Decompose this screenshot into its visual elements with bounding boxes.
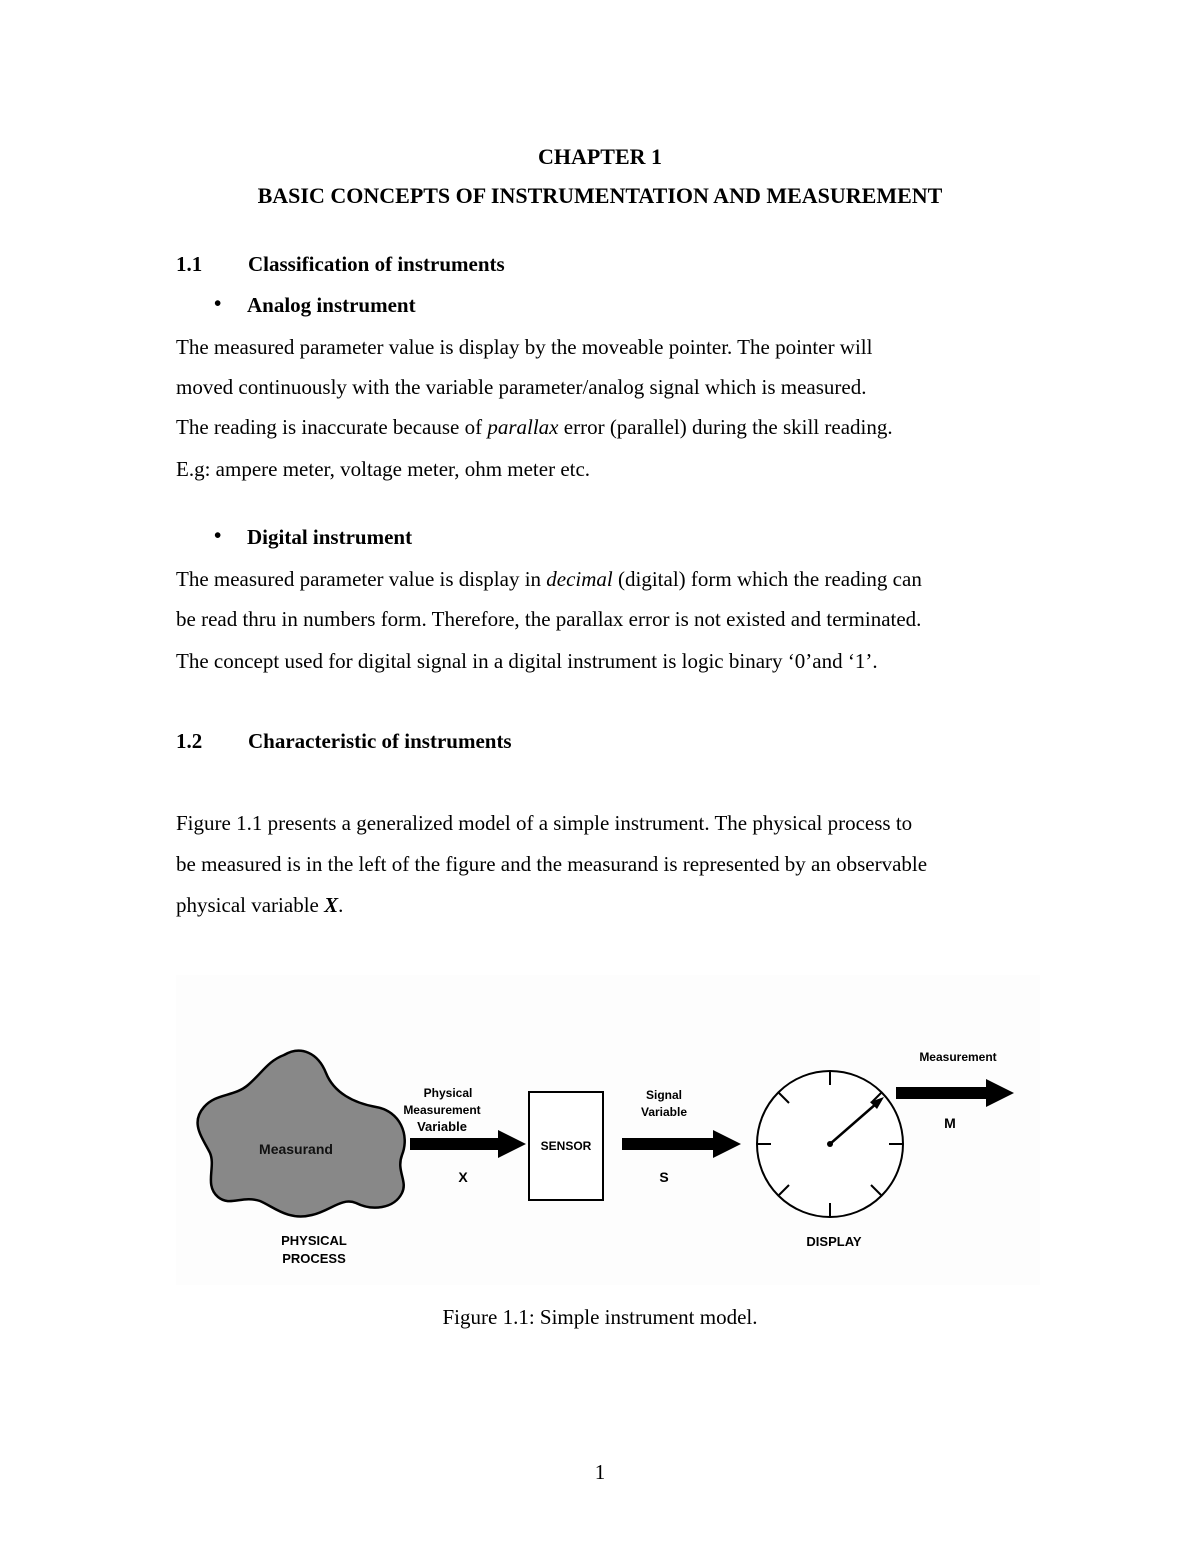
text-run: error (parallel) during the skill reading. <box>558 415 893 439</box>
bullet-analog <box>214 293 614 319</box>
chapter-label: CHAPTER 1 <box>537 144 663 169</box>
text-run: (digital) form which the reading can <box>612 567 922 591</box>
m-label: M <box>944 1115 956 1131</box>
analog-line-4: E.g: ampere meter, voltage meter, ohm meter etc. <box>176 457 591 481</box>
measurand-label: Measurand <box>259 1141 333 1157</box>
page-number: 1 <box>594 1460 606 1484</box>
measurement-label: Measurement <box>919 1050 997 1064</box>
para-line-1: Figure 1.1 presents a generalized model of a simple instrument. The physical process to <box>176 811 913 835</box>
text-run: physical variable <box>176 893 325 917</box>
s-label: S <box>659 1169 669 1185</box>
bullet-icon: • <box>214 291 222 315</box>
signal-variable-label: Signal <box>645 1088 683 1102</box>
para-line-3 <box>176 893 343 918</box>
analog-line-3 <box>176 415 893 440</box>
figure-caption: Figure 1.1: Simple instrument model. <box>442 1305 758 1329</box>
text-run: . <box>338 893 344 917</box>
figure-instrument-model <box>176 975 1040 1285</box>
digital-line-1 <box>176 567 922 592</box>
variable-x: X <box>324 893 339 917</box>
section-title: Characteristic of instruments <box>248 729 512 753</box>
physical-process-label: PROCESS <box>282 1251 346 1266</box>
analog-line-2: moved continuously with the variable parameter/analog signal which is measured. <box>176 375 867 399</box>
chapter-title: BASIC CONCEPTS OF INSTRUMENTATION AND MEASUREMENT <box>257 183 943 208</box>
pmv-label: Measurement <box>403 1103 481 1117</box>
section-title: Classification of instruments <box>248 252 505 276</box>
display-dial-icon <box>757 1071 903 1217</box>
text-run: The reading is inaccurate because of <box>176 415 488 439</box>
section-number: 1.1 <box>176 252 203 276</box>
emphasis-parallax: parallax <box>487 415 559 439</box>
analog-line-1: The measured parameter value is display by the moveable pointer. The pointer will <box>176 335 873 359</box>
bullet-icon: • <box>214 523 222 547</box>
emphasis-decimal: decimal <box>546 567 613 591</box>
physical-process-label: PHYSICAL <box>281 1233 347 1248</box>
para-line-2: be measured is in the left of the figure and the measurand is represented by an observable <box>176 852 928 876</box>
pmv-label: Variable <box>417 1119 467 1134</box>
x-label: X <box>458 1169 468 1185</box>
sensor-label: SENSOR <box>540 1139 592 1153</box>
signal-variable-label: Variable <box>640 1105 688 1119</box>
bullet-digital <box>214 525 614 551</box>
section-number: 1.2 <box>176 729 203 753</box>
section-heading-1-1 <box>176 252 676 278</box>
display-label: DISPLAY <box>806 1234 862 1249</box>
bullet-heading: Analog instrument <box>247 293 416 317</box>
digital-line-3: The concept used for digital signal in a digital instrument is logic binary ‘0’and ‘1’. <box>176 649 878 673</box>
text-run: The measured parameter value is display in <box>176 567 547 591</box>
digital-line-2: be read thru in numbers form. Therefore, the parallax error is not existed and terminated. <box>176 607 922 631</box>
section-heading-1-2 <box>176 729 676 755</box>
figure-diagram <box>176 975 1040 1285</box>
bullet-heading: Digital instrument <box>247 525 413 549</box>
pmv-label: Physical <box>423 1086 473 1100</box>
